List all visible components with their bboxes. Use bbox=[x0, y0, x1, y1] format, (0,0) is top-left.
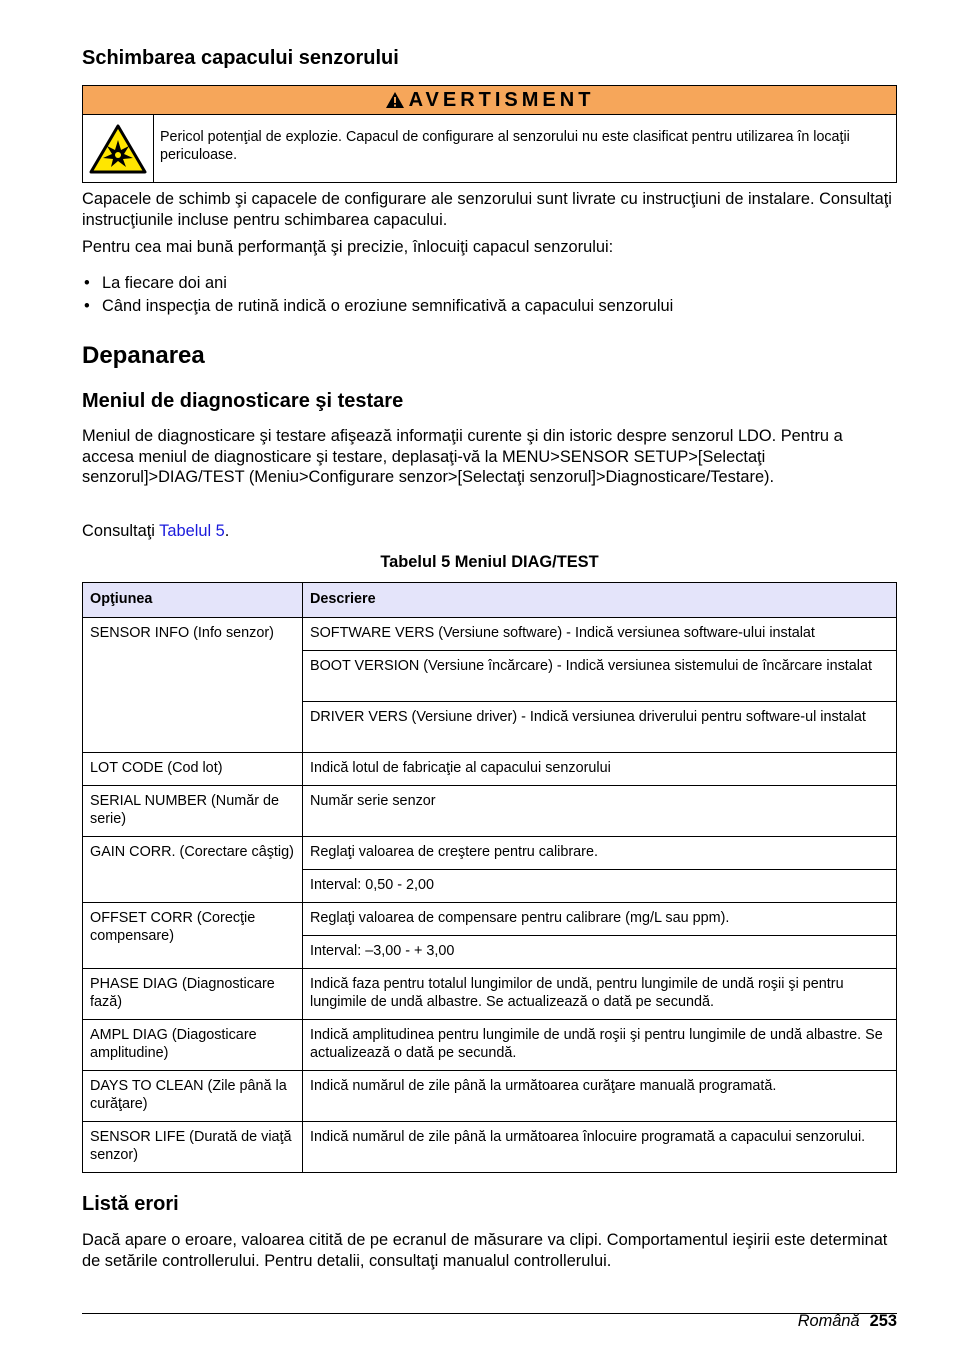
description-cell: Reglaţi valoarea de creştere pentru calibrare. bbox=[303, 837, 897, 870]
table-caption: Tabelul 5 Meniul DIAG/TEST bbox=[380, 553, 599, 571]
description-cell: Indică amplitudinea pentru lungimile de undă roşii şi pentru lungimile de undă albastre. Se actualizează o dată pe secundă. bbox=[303, 1020, 897, 1071]
description-cell: Indică numărul de zile până la următoarea curăţare manuală programată. bbox=[303, 1071, 897, 1122]
see-reference: Consultaţi Tabelul 5. bbox=[82, 522, 230, 540]
option-cell: GAIN CORR. (Corectare câştig) bbox=[83, 837, 303, 903]
table-row bbox=[83, 1071, 897, 1122]
option-cell: AMPL DIAG (Diagosticare amplitudine) bbox=[83, 1020, 303, 1071]
warning-box bbox=[82, 85, 897, 183]
footer-language: Română bbox=[797, 1312, 860, 1330]
warning-triangle-icon bbox=[385, 91, 405, 109]
description-cell: Indică faza pentru totalul lungimilor de undă, pentru lungimile de undă roşii şi pentru lungimile de undă albastre. Se actualizează o dată pe secundă. bbox=[303, 969, 897, 1020]
bullet-list bbox=[82, 272, 673, 318]
paragraph: Meniul de diagnosticare şi testare afişează informaţii curente şi din istoric despre senzorul LDO. Pentru a accesa meniul de diagnosticare şi testare, deplasaţi-vă la MENU>SENSOR SETUP>[Selectaţi senzorul]>DIAG/TEST (Meniu>Configurare senzor>[Selectaţi senzorul]>Diagnosticare/Testare). bbox=[82, 427, 843, 486]
table-row bbox=[83, 618, 897, 651]
list-item: • Când inspecţia de rutină indică o eroziune semnificativă a capacului senzorului bbox=[82, 295, 673, 318]
page-footer bbox=[798, 1312, 897, 1331]
description-cell: Indică lotul de fabricaţie al capacului senzorului bbox=[303, 753, 897, 786]
description-cell: DRIVER VERS (Versiune driver) - Indică versiunea driverului pentru software-ul instalat bbox=[303, 702, 897, 753]
section-title: Listă erori bbox=[82, 1193, 179, 1215]
option-cell: SERIAL NUMBER (Număr de serie) bbox=[83, 786, 303, 837]
table-row bbox=[83, 1020, 897, 1071]
table-row bbox=[83, 903, 897, 936]
option-cell: LOT CODE (Cod lot) bbox=[83, 753, 303, 786]
paragraph: Capacele de schimb şi capacele de configurare ale senzorului sunt livrate cu instrucţiuni de instalare. Consultaţi instrucţiunile incluse pentru schimbarea capacului. bbox=[82, 190, 892, 229]
option-cell: SENSOR INFO (Info senzor) bbox=[83, 618, 303, 753]
description-cell: Indică numărul de zile până la următoarea înlocuire programată a capacului senzorului. bbox=[303, 1122, 897, 1173]
option-cell: OFFSET CORR (Corecţie compensare) bbox=[83, 903, 303, 969]
section-title: Schimbarea capacului senzorului bbox=[82, 47, 399, 69]
description-cell: Reglaţi valoarea de compensare pentru calibrare (mg/L sau ppm). bbox=[303, 903, 897, 936]
description-cell: Interval: 0,50 - 2,00 bbox=[303, 870, 897, 903]
explosion-hazard-icon bbox=[89, 124, 147, 174]
description-cell: Interval: –3,00 - + 3,00 bbox=[303, 936, 897, 969]
description-cell: SOFTWARE VERS (Versiune software) - Indică versiunea software-ului instalat bbox=[303, 618, 897, 651]
table-header: Descriere bbox=[303, 583, 897, 618]
table-row bbox=[83, 969, 897, 1020]
table-row bbox=[83, 753, 897, 786]
description-cell: Număr serie senzor bbox=[303, 786, 897, 837]
page-number: 253 bbox=[869, 1312, 897, 1330]
table-row bbox=[83, 1122, 897, 1173]
chapter-title: Depanarea bbox=[82, 342, 205, 369]
option-cell: SENSOR LIFE (Durată de viaţă senzor) bbox=[83, 1122, 303, 1173]
warning-text: Pericol potenţial de explozie. Capacul de configurare al senzorului nu este clasificat pentru utilizarea în locaţii periculoase. bbox=[160, 129, 850, 163]
description-cell: BOOT VERSION (Versiune încărcare) - Indică versiunea sistemului de încărcare instalat bbox=[303, 651, 897, 702]
diag-test-table bbox=[82, 582, 897, 1173]
option-cell: DAYS TO CLEAN (Zile până la curăţare) bbox=[83, 1071, 303, 1122]
paragraph: Dacă apare o eroare, valoarea citită de pe ecranul de măsurare va clipi. Comportamentul ieşirii este determinat de setările controllerului. Pentru detalii, consultaţi manualul controllerului. bbox=[82, 1231, 888, 1270]
option-cell: PHASE DIAG (Diagnosticare fază) bbox=[83, 969, 303, 1020]
table-link[interactable]: Tabelul 5 bbox=[159, 522, 225, 540]
table-header: Opţiunea bbox=[83, 583, 303, 618]
footer-divider bbox=[82, 1313, 897, 1314]
section-title: Meniul de diagnosticare şi testare bbox=[82, 390, 404, 412]
table-row bbox=[83, 786, 897, 837]
table-row bbox=[83, 837, 897, 870]
warning-label: AVERTISMENT bbox=[408, 89, 595, 111]
list-item: • La fiecare doi ani bbox=[82, 272, 673, 295]
warning-header bbox=[83, 86, 896, 115]
paragraph: Pentru cea mai bună performanţă şi precizie, înlocuiţi capacul senzorului: bbox=[82, 238, 614, 256]
